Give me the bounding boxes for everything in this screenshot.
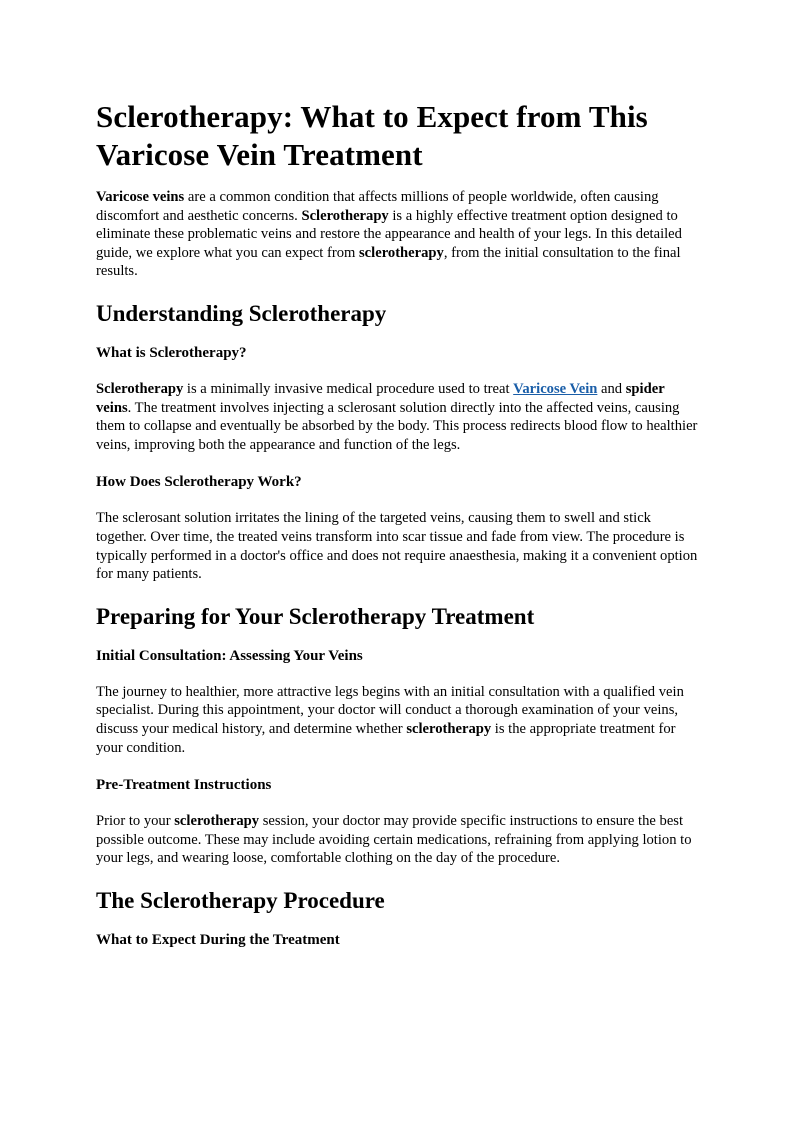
consultation-bold-sclerotherapy: sclerotherapy bbox=[406, 720, 492, 737]
what-is-text-3: . The treatment involves injecting a sclerosant solution directly into the affected veins, causing them to collapse and eventually be absorbed by the body. This process redirects blood flow to healthier veins, improving both the appearance and function of the legs. bbox=[96, 399, 698, 453]
page-title: Sclerotherapy: What to Expect from This Varicose Vein Treatment bbox=[96, 99, 648, 172]
document-page bbox=[96, 98, 698, 967]
what-is-text-1: is a minimally invasive medical procedure used to treat bbox=[183, 380, 514, 397]
what-is-bold-sclerotherapy: Sclerotherapy bbox=[96, 380, 184, 397]
intro-bold-varicose-veins: Varicose veins bbox=[96, 189, 185, 205]
consultation-paragraph bbox=[96, 683, 698, 757]
subheading-what-is: What is Sclerotherapy? bbox=[96, 344, 247, 361]
section-heading-procedure: The Sclerotherapy Procedure bbox=[96, 887, 385, 913]
subheading-how-it-works: How Does Sclerotherapy Work? bbox=[96, 474, 302, 491]
pre-treatment-bold-sclerotherapy: sclerotherapy bbox=[174, 813, 260, 830]
intro-bold-sclerotherapy: Sclerotherapy bbox=[301, 207, 389, 224]
what-is-paragraph bbox=[96, 380, 698, 454]
pre-treatment-paragraph bbox=[96, 812, 698, 868]
how-it-works-paragraph: The sclerosant solution irritates the lining of the targeted veins, causing them to swell and stick together. Over time, the treated veins transform into scar tissue and fade from view. The procedure is typically performed in a doctor's office and does not require anaesthesia, making it a convenient option for many patients. bbox=[96, 510, 698, 583]
intro-text-3: , from the initial consultation to the final results. bbox=[96, 244, 681, 280]
section-heading-preparing: Preparing for Your Sclerotherapy Treatment bbox=[96, 603, 535, 629]
what-is-text-2: and bbox=[597, 380, 626, 397]
subheading-what-to-expect: What to Expect During the Treatment bbox=[96, 931, 340, 948]
intro-paragraph bbox=[96, 188, 698, 281]
what-is-bold-spider-veins: spider veins bbox=[96, 380, 665, 416]
consultation-text-1: The journey to healthier, more attractive legs begins with an initial consultation with a qualified vein specialist. During this appointment, your doctor will conduct a thorough examination of your veins, discuss your medical history, and determine whether bbox=[96, 683, 684, 737]
subheading-pre-treatment: Pre-Treatment Instructions bbox=[96, 777, 272, 794]
section-heading-understanding: Understanding Sclerotherapy bbox=[96, 300, 387, 326]
varicose-vein-link[interactable]: Varicose Vein bbox=[513, 380, 598, 397]
pre-treatment-text-1: Prior to your bbox=[96, 813, 175, 830]
subheading-initial-consultation: Initial Consultation: Assessing Your Veins bbox=[96, 647, 363, 664]
intro-text-2: is a highly effective treatment option designed to eliminate these problematic veins and restore the appearance and health of your legs. In this detailed guide, we explore what you can expect from bbox=[96, 207, 682, 261]
pre-treatment-text-2: session, your doctor may provide specific instructions to ensure the best possible outcome. These may include avoiding certain medications, refraining from applying lotion to your legs, and wearing loose, comfortable clothing on the day of the procedure. bbox=[96, 813, 692, 867]
consultation-text-2: is the appropriate treatment for your condition. bbox=[96, 720, 676, 756]
intro-bold-sclerotherapy-2: sclerotherapy bbox=[359, 244, 444, 261]
intro-text-1: are a common condition that affects millions of people worldwide, often causing discomfort and aesthetic concerns. bbox=[96, 189, 659, 224]
